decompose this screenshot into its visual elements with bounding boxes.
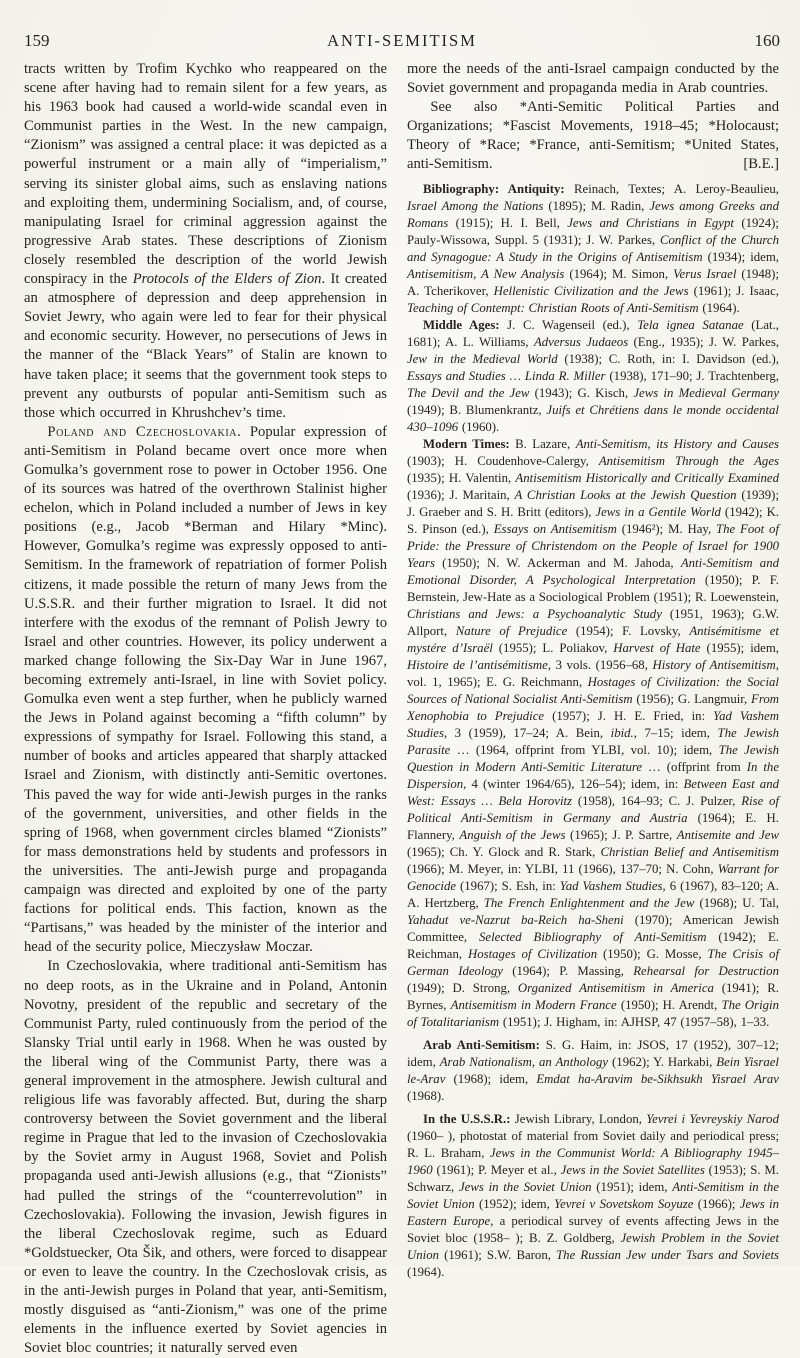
italic-title: Hostages of Civilization bbox=[467, 946, 598, 961]
italic-title: From Xenophobia to Prejudice bbox=[407, 691, 780, 723]
italic-title: Jew in the Medieval World bbox=[407, 351, 558, 366]
italic-title: Rehearsal for Destruction bbox=[633, 963, 779, 978]
bold-label: In the U.S.S.R.: bbox=[423, 1111, 511, 1126]
italic-title: Antisemitism in Modern France bbox=[450, 997, 617, 1012]
italic-title: Yevrei v Sovetskom Soyuze bbox=[554, 1196, 694, 1211]
italic-title: Christians and Jews: a Psychoanalytic Study bbox=[407, 606, 662, 621]
italic-title: The Russian Jew under Tsars and Soviets bbox=[556, 1247, 779, 1262]
page-header bbox=[24, 30, 780, 52]
italic-title: Organized Antisemitism in America bbox=[517, 980, 714, 995]
italic-title: Yad Vashem Studies bbox=[407, 708, 779, 740]
italic-title: Teaching of Contempt: Christian Roots of Anti-Semitism bbox=[407, 300, 699, 315]
italic-title: Nature of Prejudice bbox=[455, 623, 568, 638]
italic-title: Jewish Problem in the Soviet Union bbox=[407, 1230, 779, 1262]
author-initials: [B.E.] bbox=[743, 156, 779, 173]
paragraph: See also *Anti-Semitic Political Parties and Organizations; *Fascist Movements, 1918–45; *Holocaust; Theory of *Race; *France, anti-Semitism; *United States, anti-Semitism. [B.E.] bbox=[407, 98, 779, 174]
italic-title: Christian Belief and Antisemitism bbox=[600, 844, 779, 859]
italic-title: Verus Israel bbox=[673, 266, 737, 281]
italic-title: Conflict of the Church and Synagogue: A Study in the Origins of Antisemitism bbox=[407, 232, 779, 264]
italic-title: Protocols of the Elders of Zion bbox=[132, 271, 322, 288]
bold-label: Modern Times: bbox=[423, 436, 510, 451]
italic-title: The French Enlightenment and the Jew bbox=[483, 895, 695, 910]
paragraph: Poland and Czechoslovakia. Popular expression of anti-Semitism in Poland became overt once more when Gomulka’s government rose to power in October 1956. One of its sources was hatred of the overthrown Stalinist higher echelon, which in Poland included a number of Jews in key positions (e.g., Jacob *Berman and Hilary *Minc). However, Gomulka’s regime was expressly opposed to anti-Semitism. In the framework of repatriation of former Polish citizens, it made possible the return of many Jews from the U.S.S.R. and their further migration to Israel. It did not interfere with the exodus of the remnant of Polish Jewry to Israel and other countries. However, its policy underwent a marked change following the Six-Day War in June 1967, becoming extremely anti-Israel, in line with Soviet policy. Gomulka even went a step further, when he publicly warned the Jews in Poland against becoming a “fifth column” by expressions of sympathy for Israel. Following this stand, a number of books and articles appeared that sharply attacked Israel and Zionism, with distinctly anti-Semitic overtones. This paved the way for wide anti-Jewish purges in the ranks of the government, universities, and other fields in the spring of 1968, when government circles blamed “Zionists” for mass demonstrations held by students and professors in the universities. The anti-Jewish purge and propaganda campaign was directed and exploited by one of the party factions for political ends. This faction, known as the “Partisans,” was headed by the minister of the interior and head of the security police, Mieczysław Moczar. bbox=[24, 423, 387, 956]
italic-title: The Devil and the Jew bbox=[407, 385, 530, 400]
italic-title: The Crisis of German Ideology bbox=[407, 946, 779, 978]
italic-title: Essays and Studies … Linda R. Miller bbox=[407, 368, 606, 383]
italic-title: Rise of Political Anti-Semitism in Germany and Austria bbox=[407, 793, 780, 825]
italic-title: Anguish of the Jews bbox=[459, 827, 566, 842]
italic-title: Jews in the Soviet Union bbox=[458, 1179, 592, 1194]
italic-title: Warrant for Genocide bbox=[407, 861, 779, 893]
bold-label: Middle Ages: bbox=[423, 317, 500, 332]
page-number-left: 159 bbox=[24, 31, 50, 50]
paragraph: tracts written by Trofim Kychko who reappeared on the scene after having had to remain silent for a few years, as his 1963 book had caused a world-wide scandal even in Communist parties in the West. In the new campaign, “Zionism” was assigned a central place: it was depicted as a powerful instrument or a main ally of “imperialism,” serving its sinister global aims, such as enslaving nations and exploiting them, undermining Socialism, and, of course, manipulating Israel for criminal aggression against the progressive Arab states. These descriptions of Zionism closely resembled the description of the world Jewish conspiracy in the Protocols of the Elders of Zion. It created an atmosphere of depression and deep apprehension in Soviet Jewry, who again were led to fear for their physical and economic security. However, no persecutions of Jews in the manner of the “Black Years” of Stalin are known to have taken place; it seems that the government took steps to prevent any outbursts of popular anti-Semitism such as those which occurred in Khrushchev’s time. bbox=[24, 61, 387, 421]
paragraph: more the needs of the anti-Israel campaign conducted by the Soviet government and propaganda media in Arab countries. bbox=[407, 61, 779, 97]
left-text-column bbox=[24, 60, 387, 1358]
italic-title: Histoire de l’antisémitisme bbox=[407, 657, 548, 672]
italic-title: Hellenistic Civilization and the Jews bbox=[493, 283, 689, 298]
right-text-column bbox=[407, 60, 779, 1281]
italic-title: Tela ignea Satanae bbox=[637, 317, 744, 332]
italic-title: Essays on Antisemitism bbox=[493, 521, 617, 536]
paragraph: Middle Ages: J. C. Wagenseil (ed.), Tela ignea Satanae (Lat., 1681); A. L. Williams, Adversus Judaeos (Eng., 1935); J. W. Parkes, Jew in the Medieval World (1938); C. Roth, in: I. Davidson (ed.), Essays and Studies … Linda R. Miller (1938), 171–90; J. Trachtenberg, The Devil and the Jew (1943); G. Kisch, Jews in Medieval Germany (1949); B. Blumenkrantz, Juifs et Chrétiens dans le monde occidental 430–1096 (1960). bbox=[407, 317, 780, 434]
running-head-title: ANTI-SEMITISM bbox=[327, 31, 477, 50]
italic-title: Jews in Eastern Europe bbox=[407, 1196, 779, 1228]
italic-title: Anti-Semitism, its History and Causes bbox=[575, 436, 779, 451]
page-number-right: 160 bbox=[754, 31, 780, 50]
italic-title: Yad Vashem Studies bbox=[559, 878, 663, 893]
italic-title: Anti-Semitism in the Soviet Union bbox=[407, 1179, 779, 1211]
italic-title: Antisemitism Historically and Critically Examined bbox=[515, 470, 779, 485]
italic-title: Harvest of Hate bbox=[613, 640, 701, 655]
italic-title: History of Antisemitism bbox=[652, 657, 776, 672]
italic-title: Antisemite and Jew bbox=[676, 827, 779, 842]
paragraph: In Czechoslovakia, where traditional anti-Semitism has no deep roots, as in the Ukraine and in Poland, Antonin Novotny, president of the republic and secretary of the Communist Party, ruled continuously from the period of the Slansky Trial until early in 1968. When he was ousted by the liberal wing of the Communist Party, there was a general improvement in the atmosphere. Jewish cultural and religious life was favorably affected. But, during the sharp controversy between the Soviet government and the liberal regime in Prague that led to the invasion of Czechoslovakia by the Soviet army in August 1968, Soviet and Polish propaganda used anti-Jewish allusions (e.g., that “Zionists” had pulled the strings of the “counterrevolution” in Czechoslovakia). Following the invasion, Jewish figures in the liberal Czechoslovak regime, such as Eduard *Goldstuecker, Ota Šik, and others, were forced to disappear or even to leave the country. In the Czechoslovak crisis, as in the anti-Jewish purges in Poland that year, anti-Semitism, mostly disguised as “anti-Zionism,” was one of the prime elements in the influence exerted by Soviet agencies in Soviet bloc countries; it naturally served even bbox=[24, 958, 387, 1357]
italic-title: Emdat ha-Aravim be-Sikhsukh Yisrael Arav bbox=[536, 1071, 779, 1086]
italic-title: Jews in Medieval Germany bbox=[633, 385, 779, 400]
paragraph: Arab Anti-Semitism: S. G. Haim, in: JSOS, 17 (1952), 307–12; idem, Arab Nationalism, an Anthology (1962); Y. Harkabi, Bein Yisrael le-Arav (1968); idem, Emdat ha-Aravim be-Sikhsukh Yisrael Arav (1968). bbox=[407, 1037, 779, 1103]
italic-title: Jews in a Gentile World bbox=[595, 504, 721, 519]
italic-title: Anti-Semitism and Emotional Disorder, A Psychological Interpretation bbox=[407, 555, 779, 587]
italic-title: Between East and West: Essays … Bela Horovitz bbox=[407, 776, 779, 808]
small-caps-heading: Poland and Czechoslovakia. bbox=[47, 423, 242, 440]
italic-title: Israel Among the Nations bbox=[407, 198, 544, 213]
italic-title: Jews among Greeks and Romans bbox=[407, 198, 779, 230]
paragraph: Bibliography: Antiquity: Reinach, Textes; A. Leroy-Beaulieu, Israel Among the Nations (1895); M. Radin, Jews among Greeks and Romans (1915); H. I. Bell, Jews and Christians in Egypt (1924); Pauly-Wissowa, Suppl. 5 (1931); J. W. Parkes, Conflict of the Church and Synagogue: A Study in the Origins of Antisemitism (1934); idem, Antisemitism, A New Analysis (1964); M. Simon, Verus Israel (1948); A. Tcherikover, Hellenistic Civilization and the Jews (1961); J. Isaac, Teaching of Contempt: Christian Roots of Anti-Semitism (1964). bbox=[407, 181, 780, 315]
italic-title: Bein Yisrael le-Arav bbox=[407, 1054, 779, 1086]
italic-title: A Christian Looks at the Jewish Question bbox=[514, 487, 737, 502]
italic-title: Jews in the Communist World: A Bibliography 1945–1960 bbox=[407, 1145, 779, 1177]
bold-label: Arab Anti-Semitism: bbox=[423, 1037, 540, 1052]
italic-title: In the Dispersion bbox=[407, 759, 780, 791]
italic-title: The Foot of Pride: the Pressure of Christendom on the People of Israel for 1900 Years bbox=[407, 521, 780, 570]
italic-title: Antisémitisme et mystére d’Israël bbox=[407, 623, 779, 655]
italic-title: Jews and Christians in Egypt bbox=[567, 215, 734, 230]
bold-label: Bibliography: Antiquity: bbox=[423, 181, 565, 196]
italic-title: Antisemitism, A New Analysis bbox=[407, 266, 565, 281]
italic-title: Juifs et Chrétiens dans le monde occidental 430–1096 bbox=[407, 402, 779, 434]
italic-title: Selected Bibliography of Anti-Semitism bbox=[479, 929, 707, 944]
italic-title: Hostages of Civilization: the Social Sources of National Socialist Anti-Semitism bbox=[407, 674, 779, 706]
italic-title: Yevrei i Yevreyskiy Narod bbox=[646, 1111, 779, 1126]
paragraph: Modern Times: B. Lazare, Anti-Semitism, its History and Causes (1903); H. Coudenhove-Calergy, Antisemitism Through the Ages (1935); H. Valentin, Antisemitism Historically and Critically Examined (1936); J. Maritain, A Christian Looks at the Jewish Question (1939); J. Graeber and S. H. Britt (editors), Jews in a Gentile World (1942); K. S. Pinson (ed.), Essays on Antisemitism (1946²); M. Hay, The Foot of Pride: the Pressure of Christendom on the People of Israel for 1900 Years (1950); N. W. Ackerman and M. Jahoda, Anti-Semitism and Emotional Disorder, A Psychological Interpretation (1950); P. F. Bernstein, Jew-Hate as a Sociological Problem (1951); R. Loewenstein, Christians and Jews: a Psychoanalytic Study (1951, 1963); G.W. Allport, Nature of Prejudice (1954); F. Lovsky, Antisémitisme et mystére d’Israël (1955); L. Poliakov, Harvest of Hate (1955); idem, Histoire de l’antisémitisme, 3 vols. (1956–68, History of Antisemitism, vol. 1, 1965); E. G. Reichmann, Hostages of Civilization: the Social Sources of National Socialist Anti-Semitism (1956); G. Langmuir, From Xenophobia to Prejudice (1957); J. H. E. Fried, in: Yad Vashem Studies, 3 (1959), 17–24; A. Bein, ibid., 7–15; idem, The Jewish Parasite … (1964, offprint from YLBI, vol. 10); idem, The Jewish Question in Modern Anti-Semitic Literature … (offprint from In the Dispersion, 4 (winter 1964/65), 126–54); idem, in: Between East and West: Essays … Bela Horovitz (1958), 164–93; C. J. Pulzer, Rise of Political Anti-Semitism in Germany and Austria (1964); E. H. Flannery, Anguish of the Jews (1965); J. P. Sartre, Antisemite and Jew (1965); Ch. Y. Glock and R. Stark, Christian Belief and Antisemitism (1966); M. Meyer, in: YLBI, 11 (1966), 137–70; N. Cohn, Warrant for Genocide (1967); S. Esh, in: Yad Vashem Studies, 6 (1967), 83–120; A. A. Hertzberg, The French Enlightenment and the Jew (1968); U. Tal, Yahadut ve-Nazrut ba-Reich ha-Sheni (1970); American Jewish Committee, Selected Bibliography of Anti-Semitism (1942); E. Reichman, Hostages of Civilization (1950); G. Mosse, The Crisis of German Ideology (1964); P. Massing, Rehearsal for Destruction (1949); D. Strong, Organized Antisemitism in America (1941); R. Byrnes, Antisemitism in Modern France (1950); H. Arendt, The Origin of Totalitarianism (1951); J. Higham, in: AJHSP, 47 (1957–58), 1–33. bbox=[407, 436, 780, 1029]
italic-title: Adversus Judaeos bbox=[533, 334, 629, 349]
italic-title: Yahadut ve-Nazrut ba-Reich ha-Sheni bbox=[407, 912, 624, 927]
italic-title: ibid. bbox=[610, 725, 634, 740]
italic-title: The Jewish Parasite bbox=[407, 725, 779, 757]
italic-title: The Origin of Totalitarianism bbox=[407, 997, 779, 1029]
paragraph: In the U.S.S.R.: Jewish Library, London, Yevrei i Yevreyskiy Narod (1960– ), photostat of material from Soviet daily and periodical press; R. L. Braham, Jews in the Communist World: A Bibliography 1945–1960 (1961); P. Meyer et al., Jews in the Soviet Satellites (1953); S. M. Schwarz, Jews in the Soviet Union (1951); idem, Anti-Semitism in the Soviet Union (1952); idem, Yevrei v Sovetskom Soyuze (1966); Jews in Eastern Europe, a periodical survey of events affecting Jews in the Soviet bloc (1958– ); B. Z. Goldberg, Jewish Problem in the Soviet Union (1961); S.W. Baron, The Russian Jew under Tsars and Soviets (1964). bbox=[407, 1111, 779, 1279]
italic-title: Arab Nationalism, an Anthology bbox=[439, 1054, 609, 1069]
italic-title: Antisemitism Through the Ages bbox=[598, 453, 779, 468]
italic-title: Jews in the Soviet Satellites bbox=[560, 1162, 705, 1177]
italic-title: The Jewish Question in Modern Anti-Semitic Literature bbox=[407, 742, 779, 774]
